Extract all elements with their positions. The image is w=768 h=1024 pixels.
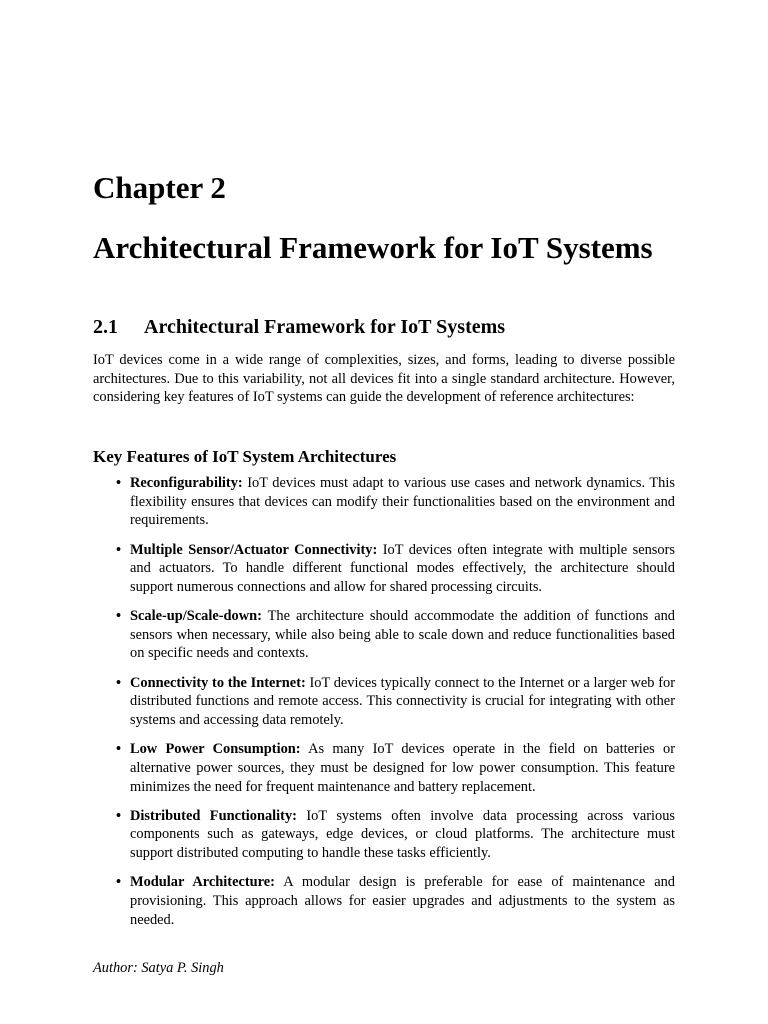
- key-features-heading: Key Features of IoT System Architectures: [93, 447, 397, 466]
- feature-text: IoT systems often involve data processing across various components such as gateways, edge devices, or cloud platforms. The architecture must support distributed computing to handle these tasks efficiently.: [130, 807, 675, 862]
- feature-item-modular-architecture: [93, 873, 675, 929]
- feature-term: Distributed Functionality:: [130, 807, 297, 824]
- feature-item-connectivity-to-internet: [93, 674, 675, 730]
- chapter-title: Architectural Framework for IoT Systems: [93, 230, 653, 265]
- feature-term: Multiple Sensor/Actuator Connectivity:: [130, 541, 378, 558]
- feature-term: Scale-up/Scale-down:: [130, 608, 262, 625]
- feature-text: The architecture should accommodate the addition of functions and sensors when necessary, while also being able to scale down and reduce functionalities based on specific needs and contexts.: [130, 608, 675, 662]
- feature-item-distributed-functionality: [93, 807, 675, 863]
- bullet-icon: •: [116, 541, 122, 558]
- feature-item-low-power-consumption: [93, 740, 675, 796]
- feature-term: Modular Architecture:: [130, 874, 275, 891]
- feature-item-reconfigurability: [93, 474, 675, 530]
- bullet-icon: •: [116, 741, 122, 758]
- section-heading: [93, 313, 505, 341]
- feature-item-scale-up-scale-down: [93, 607, 675, 663]
- feature-term: Low Power Consumption:: [130, 741, 301, 758]
- key-features-list: [93, 474, 675, 940]
- document-page: [93, 0, 675, 1024]
- footer-author: Author: Satya P. Singh: [93, 960, 224, 976]
- section-number: 2.1: [93, 316, 118, 338]
- section-intro-paragraph: IoT devices come in a wide range of complexities, sizes, and forms, leading to diverse possible architectures. Due to this variability, not all devices fit into a single standard architecture. However, considering key features of IoT systems can guide the development of reference architectures:: [93, 352, 675, 406]
- feature-text: IoT devices typically connect to the Internet or a larger web for distributed functions and remote access. This connectivity is crucial for integrating with other systems and accessing data remotely.: [130, 674, 675, 728]
- section-title: Architectural Framework for IoT Systems: [144, 316, 506, 338]
- feature-text: IoT devices must adapt to various use cases and network dynamics. This flexibility ensures that devices can modify their functionalities based on the environment and requirements.: [130, 475, 675, 529]
- bullet-icon: •: [116, 807, 122, 824]
- bullet-icon: •: [116, 475, 122, 491]
- bullet-icon: •: [116, 674, 122, 691]
- feature-text: A modular design is preferable for ease of maintenance and provisioning. This approach allows for easier upgrades and adjustments to the system as needed.: [130, 874, 675, 928]
- feature-term: Reconfigurability:: [130, 475, 243, 491]
- chapter-label: Chapter 2: [93, 170, 226, 205]
- bullet-icon: •: [116, 874, 122, 891]
- feature-text: IoT devices often integrate with multiple sensors and actuators. To handle different functional modes effectively, the architecture should support numerous connections and allow for shared processing circuits.: [130, 541, 675, 595]
- feature-item-multiple-sensor-actuator-connectivity: [93, 541, 675, 597]
- bullet-icon: •: [116, 608, 122, 625]
- feature-term: Connectivity to the Internet:: [130, 674, 306, 691]
- feature-text: As many IoT devices operate in the field on batteries or alternative power sources, they must be designed for low power consumption. This feature minimizes the need for frequent maintenance and battery replacement.: [130, 741, 675, 795]
